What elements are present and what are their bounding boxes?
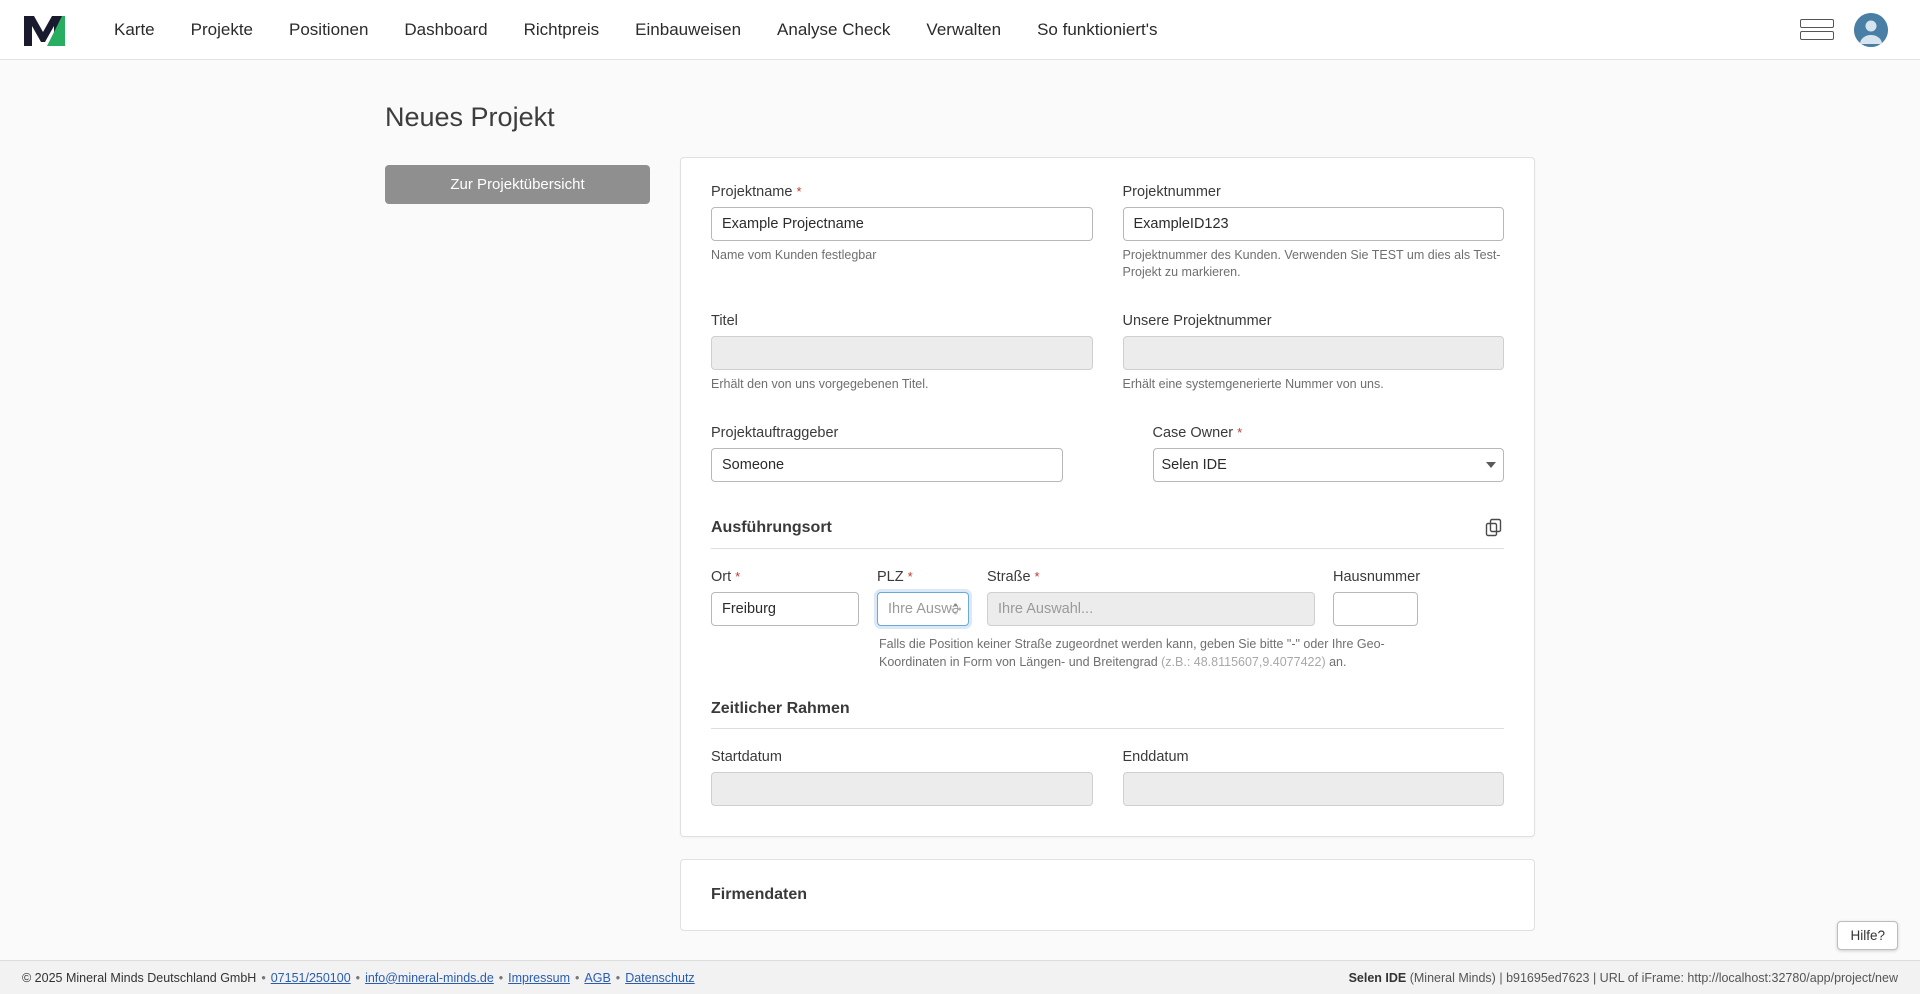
help-unsere-projektnummer: Erhält eine systemgenerierte Nummer von uns. <box>1122 376 1384 391</box>
footer-separator: • <box>261 970 266 985</box>
server-icon[interactable] <box>1800 17 1834 43</box>
label-projektname-text: Projektname <box>711 184 793 200</box>
avatar[interactable] <box>1854 13 1888 47</box>
field-projektnummer <box>1123 184 1505 281</box>
footer-impressum-link[interactable]: Impressum <box>508 970 570 985</box>
nav-item-positionen[interactable]: Positionen <box>289 19 369 39</box>
titel-input[interactable] <box>711 336 1093 370</box>
section-title-zeitlicher-rahmen: Zeitlicher Rahmen <box>711 700 850 718</box>
help-projektnummer: Projektnummer des Kunden. Verwenden Sie TEST um dies als Test-Projekt zu markieren. <box>1122 248 1501 279</box>
footer-separator: • <box>498 970 504 985</box>
case-owner-select[interactable] <box>1153 448 1505 482</box>
hausnummer-input[interactable] <box>1333 592 1418 626</box>
nav-item-dashboard[interactable]: Dashboard <box>404 19 488 39</box>
label-startdatum: Startdatum <box>711 749 782 766</box>
section-title-firmendaten: Firmendaten <box>711 886 808 904</box>
project-overview-button[interactable]: Zur Projektübersicht <box>385 165 650 204</box>
nav-items <box>96 12 1176 48</box>
label-projektnummer: Projektnummer <box>1122 184 1221 200</box>
row-auftraggeber-caseowner <box>711 425 1504 500</box>
footer-bar <box>0 960 1920 994</box>
nav-item-richtpreis[interactable]: Richtpreis <box>523 19 600 39</box>
nav-item-analyse-check[interactable]: Analyse Check <box>777 19 891 39</box>
page-title: Neues Projekt <box>385 102 555 132</box>
nav-right-group <box>1800 13 1898 47</box>
field-titel <box>711 313 1093 393</box>
field-plz <box>877 569 969 626</box>
field-unsere-projektnummer <box>1123 313 1505 393</box>
help-button[interactable]: Hilfe? <box>1837 921 1898 950</box>
nav-item-einbauweisen[interactable]: Einbauweisen <box>635 19 742 39</box>
field-enddatum <box>1123 749 1505 806</box>
label-ort <box>711 569 859 585</box>
page-body <box>0 60 1920 994</box>
field-projektauftraggeber <box>711 425 1093 482</box>
mineral-minds-logo-icon[interactable] <box>22 12 66 48</box>
row-projektname-projektnummer <box>711 184 1504 299</box>
help-ausfuehrungsort-tail: an. <box>1325 655 1347 670</box>
unsere-projektnummer-input[interactable] <box>1123 336 1505 370</box>
required-marker: * <box>796 184 802 199</box>
help-ausfuehrungsort <box>879 635 1419 673</box>
right-column <box>680 157 1535 931</box>
help-titel: Erhält den von uns vorgegebenen Titel. <box>711 376 929 391</box>
label-case-owner <box>1153 425 1505 441</box>
top-navigation-bar <box>0 0 1920 60</box>
address-row <box>711 569 1504 626</box>
footer-copyright: © 2025 Mineral Minds Deutschland GmbH <box>22 970 257 985</box>
footer-separator: • <box>575 970 580 985</box>
required-marker: * <box>907 568 913 584</box>
label-strasse-text: Straße <box>987 568 1031 585</box>
nav-item-projekte[interactable]: Projekte <box>190 19 254 39</box>
nav-item-karte[interactable]: Karte <box>114 19 155 39</box>
field-startdatum <box>711 749 1093 806</box>
footer-datenschutz-link[interactable]: Datenschutz <box>625 970 695 985</box>
projektauftraggeber-input[interactable] <box>711 448 1063 482</box>
label-strasse <box>987 569 1315 585</box>
footer-status-user: Selen IDE <box>1348 970 1407 985</box>
firmendaten-card <box>680 859 1535 931</box>
copy-icon[interactable] <box>1484 518 1504 538</box>
label-unsere-projektnummer: Unsere Projektnummer <box>1122 312 1272 329</box>
required-marker: * <box>735 568 741 584</box>
required-marker: * <box>1237 424 1243 440</box>
label-plz-text: PLZ <box>877 568 904 585</box>
nav-item-so-funktionierts[interactable]: So funktioniert's <box>1037 19 1158 39</box>
footer-separator: • <box>355 970 361 985</box>
content-wrapper <box>385 60 1535 931</box>
footer-agb-link[interactable]: AGB <box>584 970 611 985</box>
footer-status-build: | b91695ed7623 | URL of iFrame: http://localhost:32780/app/project/new <box>1499 970 1898 985</box>
dates-row <box>711 749 1504 806</box>
label-titel: Titel <box>711 312 738 329</box>
field-case-owner <box>1123 425 1505 482</box>
field-ort <box>711 569 859 626</box>
field-strasse <box>987 569 1315 626</box>
plz-input-wrap <box>877 592 969 626</box>
enddatum-input[interactable] <box>1123 772 1505 806</box>
left-column <box>385 157 650 204</box>
case-owner-select-wrap <box>1153 448 1505 482</box>
section-header-zeitlicher-rahmen <box>711 700 1504 729</box>
label-ort-text: Ort <box>711 568 732 585</box>
label-case-owner-text: Case Owner <box>1152 424 1234 441</box>
projektnummer-input[interactable] <box>1123 207 1505 241</box>
strasse-input[interactable] <box>987 592 1315 626</box>
label-enddatum: Enddatum <box>1122 749 1189 766</box>
section-header-ausfuehrungsort <box>711 518 1504 549</box>
nav-item-verwalten[interactable]: Verwalten <box>926 19 1002 39</box>
field-projektname <box>711 184 1093 281</box>
footer-phone-link[interactable]: 07151/250100 <box>270 970 351 985</box>
label-projektauftraggeber: Projektauftraggeber <box>711 424 839 441</box>
project-form-card <box>680 157 1535 837</box>
required-marker: * <box>1034 568 1040 584</box>
label-plz <box>877 569 969 585</box>
projektname-input[interactable] <box>711 207 1093 241</box>
label-projektname <box>711 184 1093 200</box>
row-titel-unsere-projektnummer <box>711 313 1504 411</box>
section-title-ausfuehrungsort: Ausführungsort <box>711 518 832 536</box>
help-projektname: Name vom Kunden festlegbar <box>711 248 877 262</box>
help-ausfuehrungsort-example: (z.B.: 48.8115607,9.4077422) <box>1161 655 1326 670</box>
help-ausfuehrungsort-main: Falls die Position keiner Straße zugeordnet werden kann, geben Sie bitte "-" oder Ihre Geo-Koordinaten in Form von Längen- und Breitengrad <box>879 636 1385 670</box>
field-hausnummer <box>1333 568 1421 626</box>
ort-input[interactable] <box>711 592 859 626</box>
footer-status-org: (Mineral Minds) <box>1409 970 1496 985</box>
label-hausnummer: Hausnummer <box>1333 568 1421 585</box>
main-columns <box>385 157 1535 931</box>
startdatum-input[interactable] <box>711 772 1093 806</box>
footer-status <box>1349 971 1898 985</box>
loading-spinner-icon <box>950 603 961 614</box>
footer-separator: • <box>615 970 621 985</box>
footer-email-link[interactable]: info@mineral-minds.de <box>365 970 494 985</box>
